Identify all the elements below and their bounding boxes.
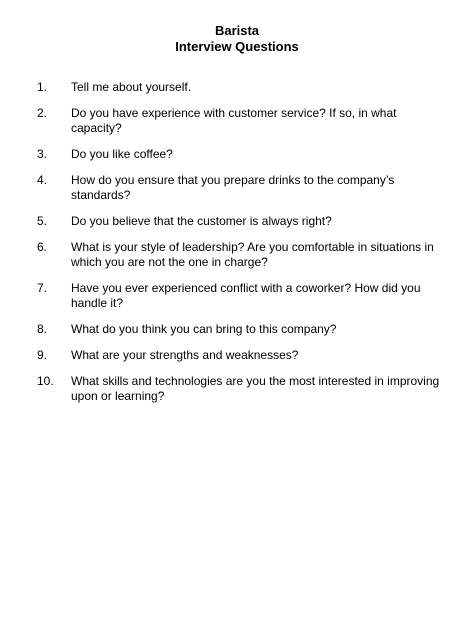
question-text: What are your strengths and weaknesses? <box>71 348 299 362</box>
question-item <box>0 322 474 337</box>
question-text: Do you believe that the customer is always right? <box>71 214 332 228</box>
question-item <box>0 173 474 203</box>
question-text: Have you ever experienced conflict with a coworker? How did you handle it? <box>71 281 421 310</box>
title-block <box>0 23 474 55</box>
question-number: 6. <box>37 240 48 254</box>
question-number: 8. <box>37 322 48 336</box>
question-item <box>0 80 474 95</box>
question-text: Do you have experience with customer service? If so, in what capacity? <box>71 106 397 135</box>
question-item <box>0 240 474 270</box>
document-subtitle: Interview Questions <box>175 39 299 54</box>
question-number: 3. <box>37 147 48 161</box>
question-item <box>0 281 474 311</box>
question-number: 4. <box>37 173 48 187</box>
question-number: 5. <box>37 214 48 228</box>
question-item <box>0 147 474 162</box>
question-item <box>0 106 474 136</box>
question-number: 2. <box>37 106 48 120</box>
question-text: What is your style of leadership? Are you comfortable in situations in which you are not the one in charge? <box>71 240 434 269</box>
question-text: What do you think you can bring to this company? <box>71 322 337 336</box>
question-item <box>0 374 474 404</box>
question-text: Tell me about yourself. <box>71 80 192 94</box>
question-item <box>0 214 474 229</box>
question-text: How do you ensure that you prepare drinks to the company’s standards? <box>71 173 395 202</box>
question-number: 9. <box>37 348 48 362</box>
question-number: 10. <box>37 374 54 388</box>
question-list <box>0 80 474 415</box>
question-number: 1. <box>37 80 48 94</box>
question-number: 7. <box>37 281 48 295</box>
question-item <box>0 348 474 363</box>
question-text: What skills and technologies are you the most interested in improving upon or learning? <box>71 374 440 403</box>
document-title: Barista <box>214 23 260 38</box>
question-text: Do you like coffee? <box>71 147 173 161</box>
